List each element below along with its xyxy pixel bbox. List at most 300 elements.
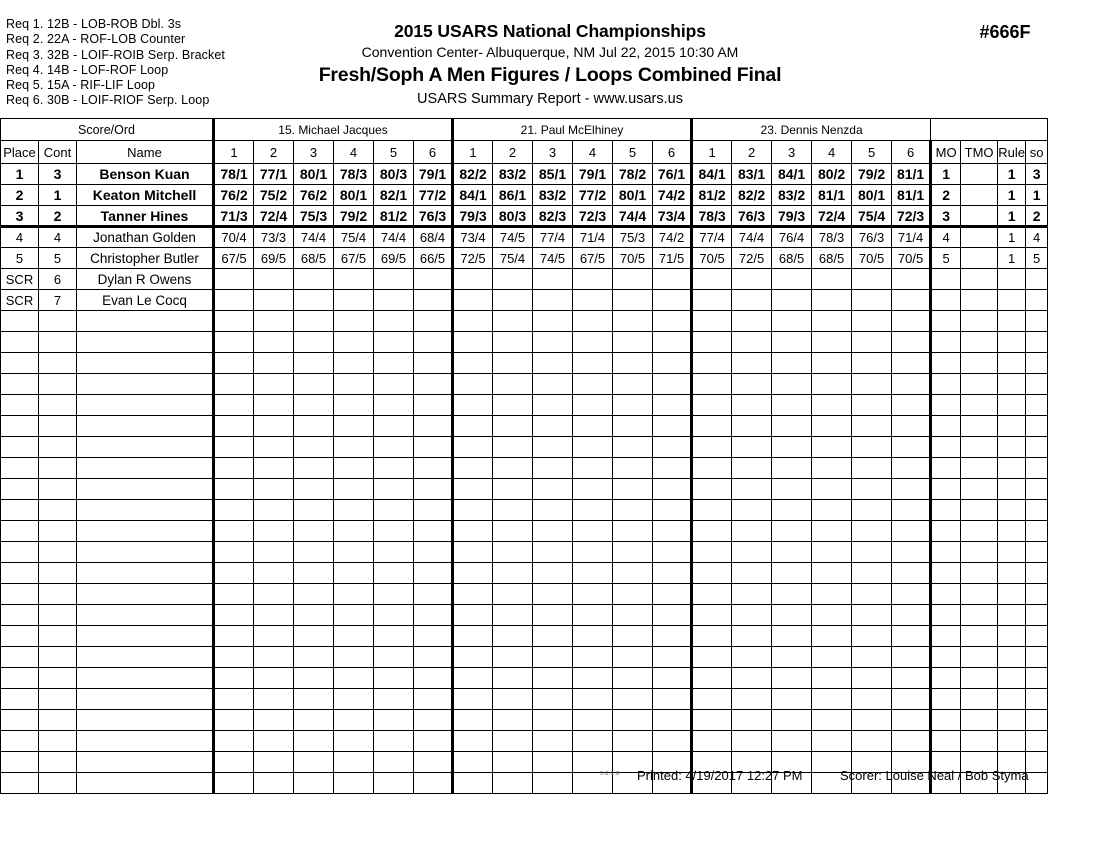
cell-empty bbox=[374, 542, 414, 563]
cell-score-j2-3 bbox=[533, 290, 573, 311]
cell-cont: 5 bbox=[39, 248, 77, 269]
cell-empty bbox=[573, 752, 613, 773]
cell-empty bbox=[254, 311, 294, 332]
cell-score-j3-1: 77/4 bbox=[692, 227, 732, 248]
cell-empty bbox=[294, 626, 334, 647]
cell-so: 2 bbox=[1026, 206, 1048, 227]
cell-empty bbox=[812, 311, 852, 332]
cell-empty bbox=[493, 563, 533, 584]
cell-empty bbox=[961, 689, 998, 710]
cell-empty bbox=[653, 563, 692, 584]
cell-empty bbox=[334, 731, 374, 752]
cell-score-j2-2 bbox=[493, 290, 533, 311]
table-row-empty[interactable] bbox=[1, 395, 1048, 416]
cell-score-j1-4: 80/1 bbox=[334, 185, 374, 206]
cell-score-j2-5 bbox=[613, 290, 653, 311]
scorer-credit: Scorer: Louise Neal / Bob Styma bbox=[840, 768, 1029, 783]
requirement-item: Req 4. 14B - LOF-ROF Loop bbox=[6, 62, 169, 77]
cell-empty bbox=[931, 479, 961, 500]
cell-score-j3-3: 76/4 bbox=[772, 227, 812, 248]
judge-name-row bbox=[1, 119, 1048, 141]
cell-empty bbox=[812, 458, 852, 479]
cell-empty bbox=[39, 458, 77, 479]
cell-score-j2-4: 72/3 bbox=[573, 206, 613, 227]
cell-empty bbox=[961, 458, 998, 479]
cell-empty bbox=[334, 626, 374, 647]
page-header bbox=[0, 0, 1100, 118]
cell-empty bbox=[812, 521, 852, 542]
cell-score-j2-6: 73/4 bbox=[653, 206, 692, 227]
cell-empty bbox=[1, 689, 39, 710]
cell-score-j3-5 bbox=[852, 290, 892, 311]
cell-empty bbox=[533, 542, 573, 563]
cell-empty bbox=[453, 668, 493, 689]
col-header-j2-6: 6 bbox=[653, 141, 692, 164]
cell-empty bbox=[39, 773, 77, 794]
cell-empty bbox=[692, 668, 732, 689]
cell-score-j1-1: 71/3 bbox=[214, 206, 254, 227]
cell-mo: 2 bbox=[931, 185, 961, 206]
cell-empty bbox=[533, 773, 573, 794]
cell-empty bbox=[573, 584, 613, 605]
cell-place: 2 bbox=[1, 185, 39, 206]
cell-empty bbox=[334, 416, 374, 437]
cell-empty bbox=[77, 647, 214, 668]
table-row-empty[interactable] bbox=[1, 542, 1048, 563]
cell-empty bbox=[453, 521, 493, 542]
cell-empty bbox=[414, 773, 453, 794]
table-body bbox=[1, 164, 1048, 794]
table-row-empty[interactable] bbox=[1, 668, 1048, 689]
cell-score-j1-5: 74/4 bbox=[374, 227, 414, 248]
cell-empty bbox=[961, 500, 998, 521]
cell-empty bbox=[414, 710, 453, 731]
cell-empty bbox=[533, 521, 573, 542]
cell-empty bbox=[453, 437, 493, 458]
cell-empty bbox=[613, 416, 653, 437]
cell-empty bbox=[493, 437, 533, 458]
cell-score-j2-3: 74/5 bbox=[533, 248, 573, 269]
cell-empty bbox=[334, 500, 374, 521]
cell-empty bbox=[772, 479, 812, 500]
cell-empty bbox=[613, 479, 653, 500]
cell-score-j2-2: 75/4 bbox=[493, 248, 533, 269]
cell-score-j1-5: 81/2 bbox=[374, 206, 414, 227]
cell-empty bbox=[77, 416, 214, 437]
cell-empty bbox=[294, 752, 334, 773]
cell-empty bbox=[931, 626, 961, 647]
cell-score-j3-1 bbox=[692, 269, 732, 290]
cell-empty bbox=[77, 458, 214, 479]
cell-empty bbox=[254, 374, 294, 395]
cell-empty bbox=[653, 731, 692, 752]
judge-header-2: 21. Paul McElhiney bbox=[453, 119, 692, 141]
cell-empty bbox=[573, 374, 613, 395]
cell-empty bbox=[414, 563, 453, 584]
table-row[interactable] bbox=[1, 248, 1048, 269]
table-row-empty[interactable] bbox=[1, 584, 1048, 605]
cell-empty bbox=[214, 521, 254, 542]
cell-score-j2-4: 79/1 bbox=[573, 164, 613, 185]
cell-place: 4 bbox=[1, 227, 39, 248]
cell-empty bbox=[732, 395, 772, 416]
cell-empty bbox=[961, 626, 998, 647]
cell-empty bbox=[573, 437, 613, 458]
cell-score-j3-6: 71/4 bbox=[892, 227, 931, 248]
cell-empty bbox=[892, 584, 931, 605]
cell-empty bbox=[374, 731, 414, 752]
cell-empty bbox=[892, 353, 931, 374]
cell-score-j3-2 bbox=[732, 290, 772, 311]
cell-empty bbox=[77, 668, 214, 689]
cell-empty bbox=[214, 479, 254, 500]
cell-empty bbox=[214, 668, 254, 689]
cell-empty bbox=[653, 710, 692, 731]
cell-empty bbox=[39, 311, 77, 332]
cell-empty bbox=[931, 458, 961, 479]
cell-empty bbox=[772, 563, 812, 584]
table-row[interactable] bbox=[1, 164, 1048, 185]
cell-empty bbox=[1026, 689, 1048, 710]
cell-empty bbox=[294, 395, 334, 416]
cell-score-j3-5: 70/5 bbox=[852, 248, 892, 269]
table-row-empty[interactable] bbox=[1, 731, 1048, 752]
cell-empty bbox=[613, 311, 653, 332]
event-title: Fresh/Soph A Men Figures / Loops Combined Final bbox=[318, 64, 782, 86]
cell-empty bbox=[931, 353, 961, 374]
cell-score-j2-2: 86/1 bbox=[493, 185, 533, 206]
cell-empty bbox=[254, 710, 294, 731]
cell-score-j2-1: 73/4 bbox=[453, 227, 493, 248]
table-row-empty[interactable] bbox=[1, 626, 1048, 647]
cell-empty bbox=[998, 584, 1026, 605]
cell-empty bbox=[294, 584, 334, 605]
cell-score-j1-1: 70/4 bbox=[214, 227, 254, 248]
cell-score-j2-4 bbox=[573, 269, 613, 290]
cell-empty bbox=[892, 374, 931, 395]
cell-empty bbox=[214, 437, 254, 458]
cell-place: SCR bbox=[1, 290, 39, 311]
cell-empty bbox=[254, 479, 294, 500]
table-row[interactable] bbox=[1, 269, 1048, 290]
cell-score-j1-3: 80/1 bbox=[294, 164, 334, 185]
cell-score-j3-4: 81/1 bbox=[812, 185, 852, 206]
table-row[interactable] bbox=[1, 185, 1048, 206]
cell-empty bbox=[573, 332, 613, 353]
cell-empty bbox=[812, 605, 852, 626]
table-row[interactable] bbox=[1, 206, 1048, 227]
cell-score-j2-4: 71/4 bbox=[573, 227, 613, 248]
cell-score-j3-3: 84/1 bbox=[772, 164, 812, 185]
cell-empty bbox=[812, 542, 852, 563]
cell-score-j1-1: 76/2 bbox=[214, 185, 254, 206]
cell-score-j1-4: 67/5 bbox=[334, 248, 374, 269]
cell-empty bbox=[573, 689, 613, 710]
cell-empty bbox=[39, 626, 77, 647]
cell-empty bbox=[39, 605, 77, 626]
cell-tmo bbox=[961, 185, 998, 206]
cell-score-j2-6 bbox=[653, 290, 692, 311]
cell-empty bbox=[414, 311, 453, 332]
cell-empty bbox=[852, 416, 892, 437]
cell-score-j1-6: 77/2 bbox=[414, 185, 453, 206]
cell-empty bbox=[892, 731, 931, 752]
cell-empty bbox=[493, 584, 533, 605]
table-row-empty[interactable] bbox=[1, 332, 1048, 353]
cell-score-j1-3 bbox=[294, 290, 334, 311]
cell-empty bbox=[334, 542, 374, 563]
cell-empty bbox=[998, 563, 1026, 584]
cell-score-j1-5 bbox=[374, 269, 414, 290]
cell-empty bbox=[414, 752, 453, 773]
cell-empty bbox=[892, 626, 931, 647]
cell-empty bbox=[453, 689, 493, 710]
cell-score-j2-6: 71/5 bbox=[653, 248, 692, 269]
cell-empty bbox=[812, 500, 852, 521]
cell-score-j3-6 bbox=[892, 269, 931, 290]
cell-cont: 7 bbox=[39, 290, 77, 311]
cell-empty bbox=[493, 353, 533, 374]
software-version: 3.8.1.8 bbox=[600, 771, 620, 777]
cell-empty bbox=[961, 353, 998, 374]
cell-score-j1-2: 75/2 bbox=[254, 185, 294, 206]
cell-empty bbox=[334, 689, 374, 710]
cell-empty bbox=[812, 731, 852, 752]
cell-empty bbox=[294, 479, 334, 500]
cell-score-j1-5 bbox=[374, 290, 414, 311]
cell-empty bbox=[692, 626, 732, 647]
cell-empty bbox=[573, 605, 613, 626]
cell-empty bbox=[961, 710, 998, 731]
table-row-empty[interactable] bbox=[1, 563, 1048, 584]
cell-score-j2-2: 80/3 bbox=[493, 206, 533, 227]
cell-place: SCR bbox=[1, 269, 39, 290]
cell-empty bbox=[1026, 458, 1048, 479]
cell-score-j1-1: 78/1 bbox=[214, 164, 254, 185]
cell-empty bbox=[414, 731, 453, 752]
cell-empty bbox=[214, 374, 254, 395]
table-row-empty[interactable] bbox=[1, 689, 1048, 710]
cell-score-j3-3 bbox=[772, 269, 812, 290]
cell-empty bbox=[77, 479, 214, 500]
cell-name: Benson Kuan bbox=[77, 164, 214, 185]
cell-empty bbox=[692, 374, 732, 395]
cell-empty bbox=[931, 542, 961, 563]
cell-score-j2-3: 83/2 bbox=[533, 185, 573, 206]
cell-empty bbox=[374, 752, 414, 773]
cell-empty bbox=[334, 773, 374, 794]
cell-empty bbox=[1026, 626, 1048, 647]
cell-score-j3-1: 84/1 bbox=[692, 164, 732, 185]
cell-empty bbox=[961, 416, 998, 437]
cell-empty bbox=[961, 395, 998, 416]
cell-empty bbox=[998, 311, 1026, 332]
cell-empty bbox=[374, 332, 414, 353]
cell-empty bbox=[653, 416, 692, 437]
cell-empty bbox=[374, 479, 414, 500]
table-row-empty[interactable] bbox=[1, 710, 1048, 731]
table-row-empty[interactable] bbox=[1, 605, 1048, 626]
table-row-empty[interactable] bbox=[1, 500, 1048, 521]
cell-empty bbox=[254, 458, 294, 479]
cell-empty bbox=[77, 605, 214, 626]
cell-empty bbox=[414, 332, 453, 353]
cell-empty bbox=[254, 437, 294, 458]
cell-empty bbox=[77, 542, 214, 563]
cell-empty bbox=[653, 311, 692, 332]
cell-score-j2-3: 82/3 bbox=[533, 206, 573, 227]
cell-empty bbox=[931, 647, 961, 668]
cell-empty bbox=[294, 773, 334, 794]
report-subtitle: USARS Summary Report - www.usars.us bbox=[417, 91, 683, 107]
cell-empty bbox=[414, 416, 453, 437]
cell-empty bbox=[653, 668, 692, 689]
cell-empty bbox=[812, 563, 852, 584]
table-row-empty[interactable] bbox=[1, 416, 1048, 437]
table-row-empty[interactable] bbox=[1, 311, 1048, 332]
cell-empty bbox=[961, 647, 998, 668]
cell-empty bbox=[254, 584, 294, 605]
cell-score-j2-3: 77/4 bbox=[533, 227, 573, 248]
col-header-j2-5: 5 bbox=[613, 141, 653, 164]
cell-empty bbox=[493, 626, 533, 647]
cell-empty bbox=[998, 353, 1026, 374]
cell-score-j2-1: 79/3 bbox=[453, 206, 493, 227]
col-header-tmo: TMO bbox=[961, 141, 998, 164]
cell-empty bbox=[533, 374, 573, 395]
cell-empty bbox=[374, 605, 414, 626]
cell-empty bbox=[573, 731, 613, 752]
cell-empty bbox=[1, 458, 39, 479]
cell-empty bbox=[892, 332, 931, 353]
cell-empty bbox=[39, 437, 77, 458]
table-row[interactable] bbox=[1, 290, 1048, 311]
cell-score-j3-1 bbox=[692, 290, 732, 311]
cell-empty bbox=[77, 521, 214, 542]
cell-empty bbox=[772, 332, 812, 353]
cell-score-j3-5: 76/3 bbox=[852, 227, 892, 248]
cell-empty bbox=[334, 647, 374, 668]
cell-score-j1-4: 79/2 bbox=[334, 206, 374, 227]
cell-empty bbox=[533, 332, 573, 353]
table-row-empty[interactable] bbox=[1, 437, 1048, 458]
cell-score-j2-6: 76/1 bbox=[653, 164, 692, 185]
cell-empty bbox=[998, 437, 1026, 458]
cell-empty bbox=[1026, 500, 1048, 521]
table-row[interactable] bbox=[1, 227, 1048, 248]
cell-empty bbox=[892, 416, 931, 437]
cell-score-j3-5: 80/1 bbox=[852, 185, 892, 206]
cell-empty bbox=[772, 689, 812, 710]
cell-score-j1-5: 80/3 bbox=[374, 164, 414, 185]
cell-empty bbox=[772, 458, 812, 479]
event-code-badge: #666F bbox=[979, 22, 1031, 42]
table-row-empty[interactable] bbox=[1, 647, 1048, 668]
cell-empty bbox=[453, 752, 493, 773]
cell-empty bbox=[732, 626, 772, 647]
cell-empty bbox=[214, 752, 254, 773]
cell-empty bbox=[998, 332, 1026, 353]
cell-empty bbox=[254, 563, 294, 584]
cell-empty bbox=[812, 395, 852, 416]
cell-empty bbox=[653, 458, 692, 479]
cell-empty bbox=[852, 542, 892, 563]
cell-score-j3-4 bbox=[812, 269, 852, 290]
cell-empty bbox=[732, 584, 772, 605]
cell-empty bbox=[998, 626, 1026, 647]
cell-score-j1-3: 76/2 bbox=[294, 185, 334, 206]
cell-empty bbox=[1, 542, 39, 563]
table-row-empty[interactable] bbox=[1, 458, 1048, 479]
cell-mo: 3 bbox=[931, 206, 961, 227]
table-row-empty[interactable] bbox=[1, 374, 1048, 395]
cell-score-j1-5: 69/5 bbox=[374, 248, 414, 269]
cell-name: Evan Le Cocq bbox=[77, 290, 214, 311]
cell-empty bbox=[1026, 563, 1048, 584]
cell-empty bbox=[812, 416, 852, 437]
cell-empty bbox=[294, 542, 334, 563]
cell-empty bbox=[812, 437, 852, 458]
cell-empty bbox=[772, 437, 812, 458]
cell-empty bbox=[533, 479, 573, 500]
cell-empty bbox=[254, 332, 294, 353]
col-header-j1-4: 4 bbox=[334, 141, 374, 164]
cell-empty bbox=[77, 710, 214, 731]
cell-empty bbox=[653, 521, 692, 542]
cell-empty bbox=[414, 374, 453, 395]
cell-empty bbox=[254, 353, 294, 374]
cell-empty bbox=[998, 416, 1026, 437]
cell-empty bbox=[493, 311, 533, 332]
cell-empty bbox=[613, 437, 653, 458]
cell-empty bbox=[214, 647, 254, 668]
cell-empty bbox=[961, 311, 998, 332]
cell-empty bbox=[453, 500, 493, 521]
cell-empty bbox=[892, 668, 931, 689]
cell-score-j2-3: 85/1 bbox=[533, 164, 573, 185]
cell-score-j3-3: 83/2 bbox=[772, 185, 812, 206]
venue-datetime: Convention Center- Albuquerque, NM Jul 22, 2015 10:30 AM bbox=[361, 44, 739, 60]
cell-empty bbox=[732, 500, 772, 521]
cell-empty bbox=[931, 311, 961, 332]
cell-tmo bbox=[961, 206, 998, 227]
cell-empty bbox=[1026, 584, 1048, 605]
cell-empty bbox=[653, 479, 692, 500]
cell-empty bbox=[533, 416, 573, 437]
requirement-item: Req 5. 15A - RIF-LIF Loop bbox=[6, 78, 156, 93]
cell-empty bbox=[533, 395, 573, 416]
cell-empty bbox=[892, 542, 931, 563]
table-row-empty[interactable] bbox=[1, 353, 1048, 374]
table-row-empty[interactable] bbox=[1, 521, 1048, 542]
cell-empty bbox=[533, 437, 573, 458]
cell-empty bbox=[692, 395, 732, 416]
table-row-empty[interactable] bbox=[1, 479, 1048, 500]
cell-empty bbox=[1, 374, 39, 395]
cell-empty bbox=[812, 584, 852, 605]
cell-empty bbox=[998, 479, 1026, 500]
cell-empty bbox=[852, 605, 892, 626]
cell-empty bbox=[613, 500, 653, 521]
cell-score-j1-6: 66/5 bbox=[414, 248, 453, 269]
cell-empty bbox=[1, 605, 39, 626]
title-block bbox=[230, 20, 870, 110]
cell-empty bbox=[998, 521, 1026, 542]
cell-mo: 5 bbox=[931, 248, 961, 269]
cell-empty bbox=[573, 710, 613, 731]
cell-empty bbox=[533, 752, 573, 773]
cell-empty bbox=[613, 353, 653, 374]
